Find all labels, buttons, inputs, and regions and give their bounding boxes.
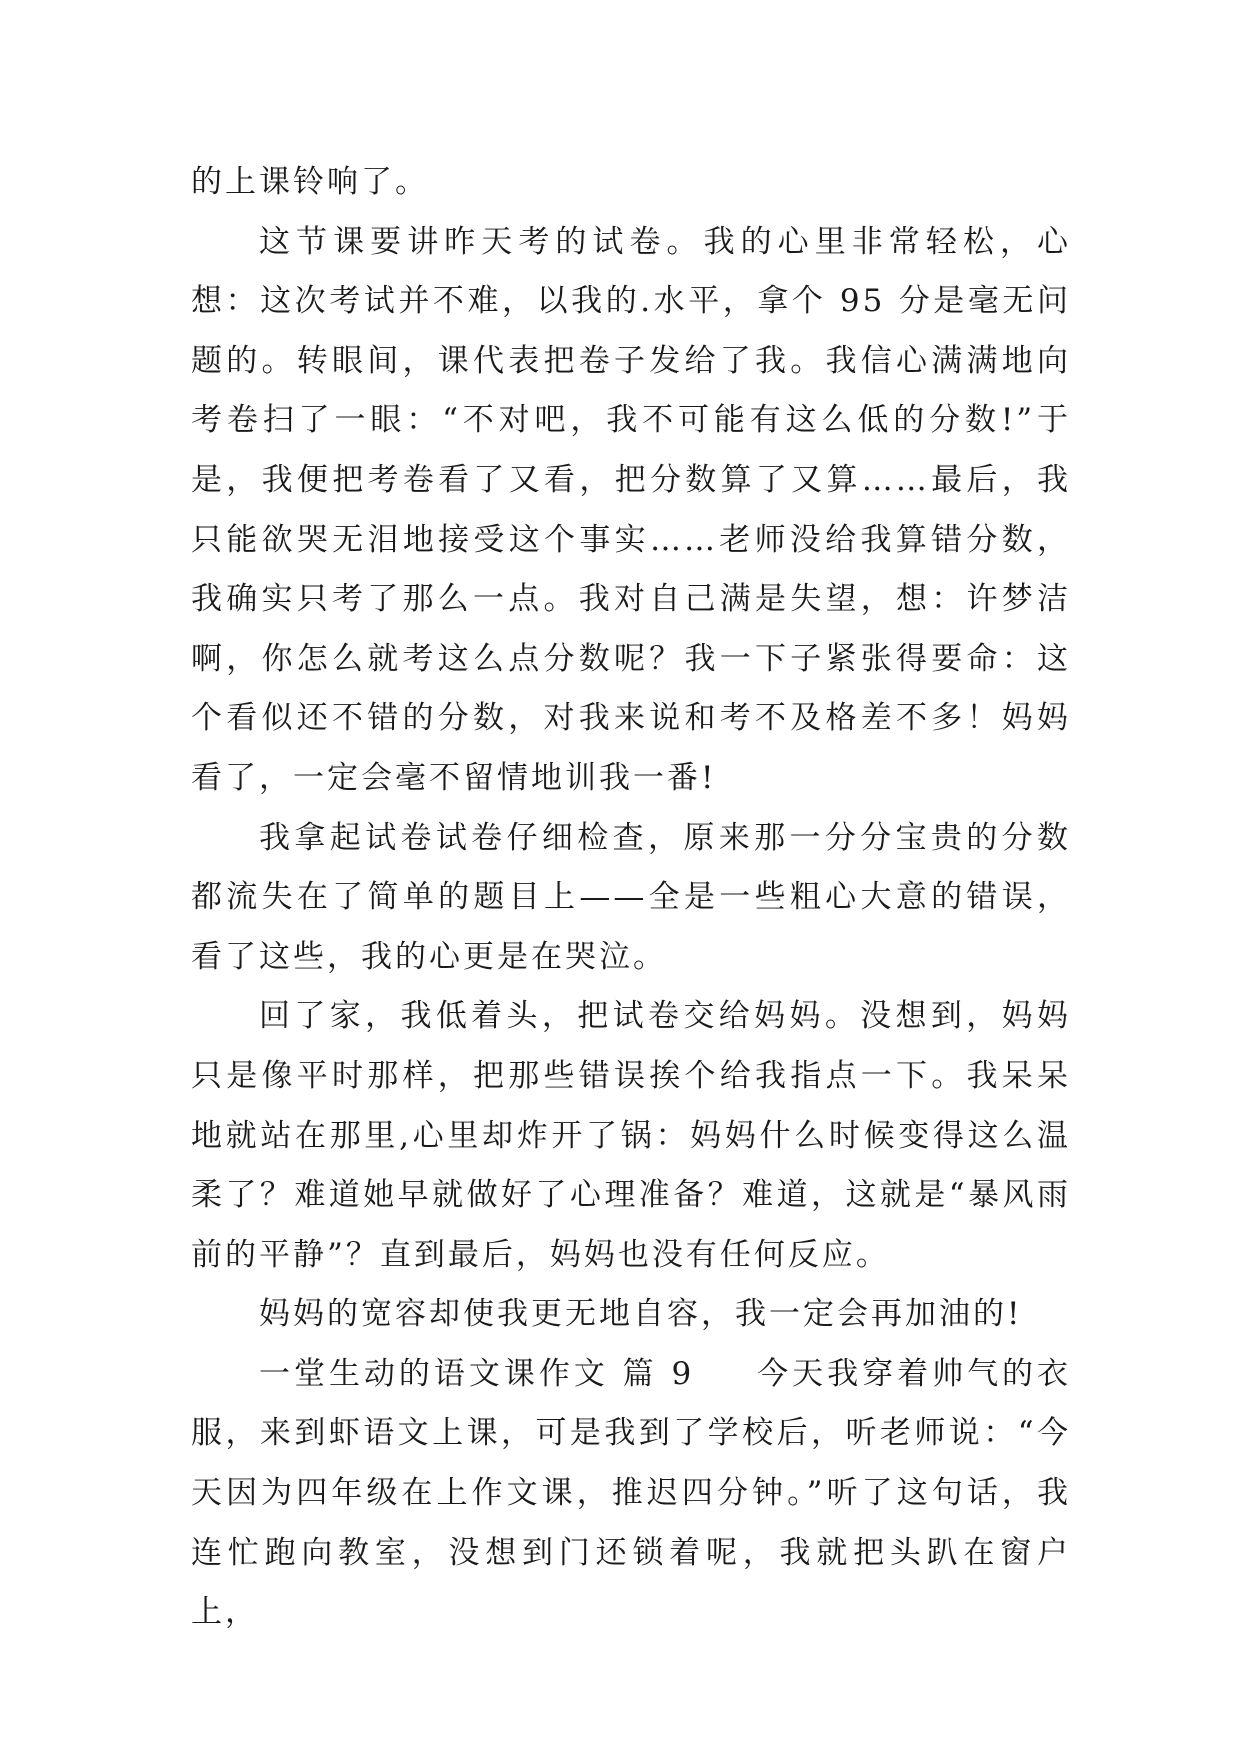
- paragraph-2: 这节课要讲昨天考的试卷。我的心里非常轻松，心想：这次考试并不难，以我的.水平，拿个 95 分是毫无问题的。转眼间，课代表把卷子发给了我。我信心满满地向考卷扫了一眼：“不对吧，我不可能有这么低的分数!”于是，我便把考卷看了又看，把分数算了又算……最后，我只能欲哭无泪地接受这个事实……老师没给我算错分数，我确实只考了那么一点。我对自己满是失望，想：许梦洁啊，你怎么就考这么点分数呢？我一下子紧张得要命：这个看似还不错的分数，对我来说和考不及格差不多！妈妈看了，一定会毫不留情地训我一番!: [191, 223, 1071, 796]
- essay-body: 今天我穿着帅气的衣服，来到虾语文上课，可是我到了学校后，听老师说：“今天因为四年级在上作文课，推迟四分钟。”听了这句话，我连忙跑向教室，没想到门还锁着呢，我就把头趴在窗户上，: [191, 1355, 1072, 1631]
- article-body: [191, 153, 1071, 1643]
- paragraph-5: 妈妈的宽容却使我更无地自容，我一定会再加油的!: [259, 1296, 1023, 1333]
- paragraph-1: 的上课铃响了。: [191, 164, 429, 200]
- paragraph-3: 我拿起试卷试卷仔细检查，原来那一分分宝贵的分数都流失在了简单的题目上——全是一些粗心大意的错误，看了这些，我的心更是在哭泣。: [191, 819, 1071, 975]
- essay-section-label: 篇 9: [622, 1355, 695, 1392]
- paragraph-4: 回了家，我低着头，把试卷交给妈妈。没想到，妈妈只是像平时那样，把那些错误挨个给我指点一下。我呆呆地就站在那里,心里却炸开了锅：妈妈什么时候变得这么温柔了？难道她早就做好了心理准备？难道，这就是“暴风雨前的平静”？直到最后，妈妈也没有任何反应。: [191, 998, 1071, 1273]
- essay-title: 一堂生动的语文课作文: [259, 1355, 609, 1392]
- essay-paragraph: [191, 1345, 1071, 1643]
